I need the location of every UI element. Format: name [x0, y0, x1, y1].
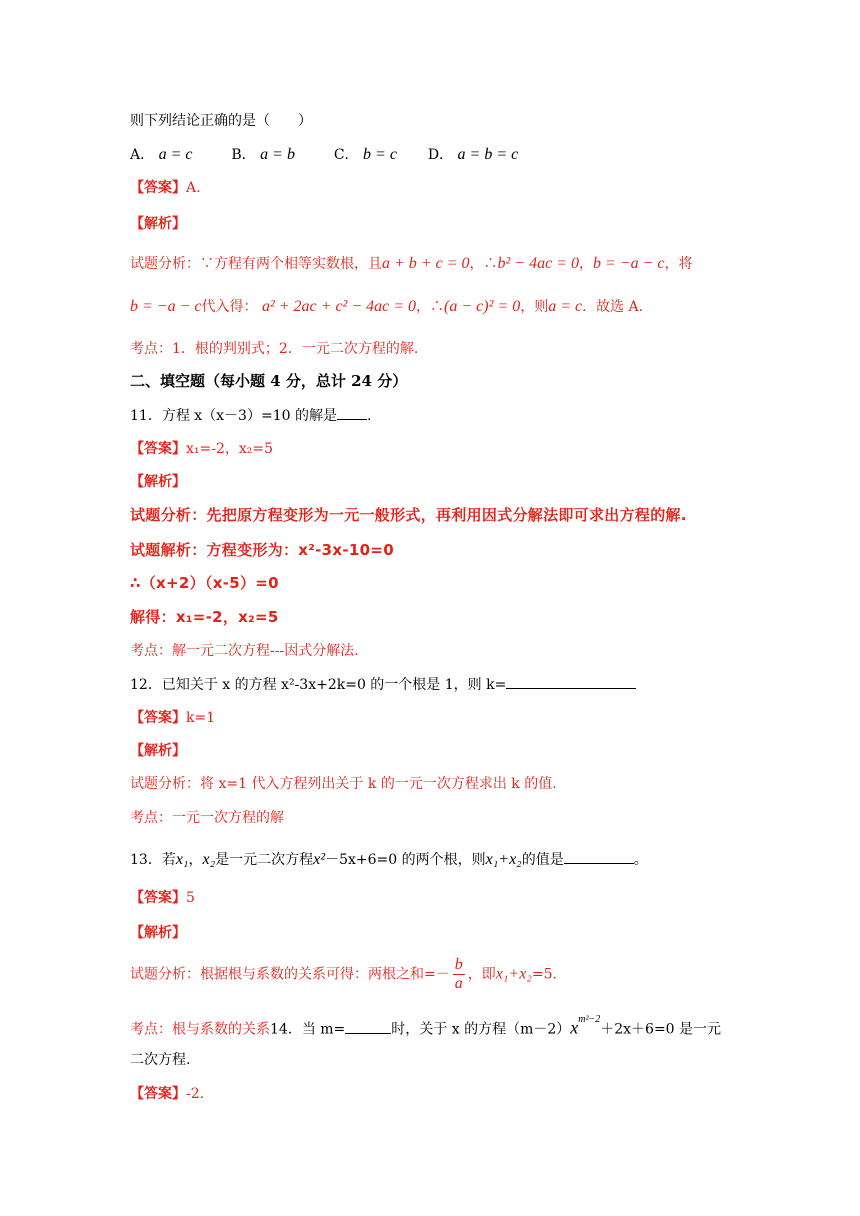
x1: x₁ [175, 851, 189, 868]
q11-answer [130, 439, 273, 459]
q12-answer [130, 708, 215, 728]
denominator: a [454, 975, 463, 992]
q10-analysis-line1 [130, 254, 693, 274]
equation: a + b + c = 0 [382, 255, 470, 272]
answer-blank [564, 849, 634, 864]
analysis-text: ，∴ [416, 299, 445, 315]
answer-label: 【答案】 [130, 710, 186, 726]
stem-text: . [366, 408, 372, 424]
analysis-text: ，则 [520, 299, 549, 315]
q10-kaodian: 考点：1．根的判别式；2．一元二次方程的解. [130, 341, 419, 357]
answer-value: -2. [186, 1086, 205, 1102]
equation: (a − c)² = 0 [444, 298, 521, 315]
analysis-text: =5. [531, 966, 557, 983]
q10-options [130, 145, 518, 165]
q11-kaodian: 考点：解一元二次方程---因式分解法. [130, 643, 359, 659]
q11-img-line2: 试题解析：方程变形为：x²-3x-10=0 [130, 541, 394, 559]
q13-stem [130, 849, 648, 870]
analysis-text: ， [579, 256, 593, 272]
q13-answer [130, 888, 195, 908]
q10-stem: 则下列结论正确的是（ ） [130, 113, 312, 129]
q11-img-line3: ∴（x+2）（x-5）=0 [130, 574, 279, 592]
answer-value: x₁=-2，x₂=5 [186, 441, 274, 457]
stem-text: 是一元二次方程 [215, 852, 314, 868]
analysis-text: 代入得： [201, 299, 258, 315]
stem-text: －5x+6=0 的两个根，则 [325, 852, 486, 868]
option-a: a = c [158, 146, 193, 163]
q14-answer [130, 1084, 204, 1104]
option-c: b = c [363, 146, 397, 163]
q13-kaodian: 考点：根与系数的关系 [130, 1021, 270, 1038]
equation: b = −a − c [130, 298, 202, 315]
answer-blank [506, 674, 636, 689]
stem-text: 的值是 [521, 852, 564, 868]
analysis-text: ，将 [664, 256, 693, 272]
option-d-label: D． [427, 147, 454, 163]
x-power: x [570, 1017, 579, 1038]
q12-stem [130, 674, 636, 695]
option-b: a = b [260, 146, 295, 163]
fraction-b-over-a [453, 956, 465, 993]
answer-value: 5 [186, 890, 195, 906]
sum: x₁+x₂ [495, 965, 532, 983]
x2: x₂ [202, 851, 216, 868]
answer-blank [345, 1019, 391, 1034]
sum: x₁+x₂ [485, 851, 522, 868]
q11-img-line1: 试题分析：先把原方程变形为一元一般形式，再利用因式分解法即可求出方程的解. [130, 506, 687, 524]
equation: a² + 2ac + c² − 4ac = 0 [261, 298, 417, 315]
stem-text: 14．当 m= [270, 1021, 346, 1038]
equation: a = c [548, 298, 583, 315]
section-title: 二、填空题（每小题 4 分，总计 24 分） [130, 372, 408, 390]
q13-analysis-label: 【解析】 [130, 925, 186, 941]
stem-text: 12．已知关于 x 的方程 x²-3x+2k=0 的一个根是 1，则 k= [130, 677, 507, 693]
answer-blank [337, 405, 367, 420]
analysis-text: ．故选 A. [582, 299, 644, 315]
option-b-label: B． [231, 147, 256, 163]
stem-text: ， [188, 852, 203, 868]
stem-text: 13．若 [130, 852, 176, 868]
q11-stem [130, 405, 371, 426]
analysis-text: ，即 [467, 966, 496, 983]
answer-value: A. [186, 180, 201, 196]
option-d: a = b = c [457, 146, 519, 163]
numerator: b [454, 956, 463, 973]
stem-text: 。 [633, 852, 648, 868]
q11-img-line4: 解得：x₁=-2，x₂=5 [130, 608, 279, 626]
analysis-text: ，∴ [469, 256, 498, 272]
equation: b² − 4ac = 0 [497, 255, 579, 272]
stem-text: 11．方程 x（x－3）=10 的解是 [130, 408, 337, 424]
analysis-text: 试题分析：∵方程有两个相等实数根，且 [130, 256, 382, 272]
q14-stem [130, 1016, 721, 1040]
answer-label: 【答案】 [130, 180, 186, 196]
q12-kaodian: 考点：一元一次方程的解 [130, 810, 284, 826]
equation: b = −a − c [593, 255, 665, 272]
option-a-label: A． [130, 147, 155, 163]
x-squared: x² [313, 851, 326, 868]
q11-analysis-label: 【解析】 [130, 474, 186, 490]
option-c-label: C． [333, 147, 359, 163]
analysis-text: 试题分析：根据根与系数的关系可得：两根之和=－ [130, 966, 450, 983]
q13-analysis [130, 956, 557, 993]
stem-text: 时，关于 x 的方程（m－2） [391, 1021, 571, 1038]
q12-analysis-label: 【解析】 [130, 743, 186, 759]
exponent: m²−2 [578, 1014, 601, 1025]
answer-label: 【答案】 [130, 1086, 186, 1102]
q10-analysis-label: 【解析】 [130, 216, 186, 232]
q12-analysis: 试题分析：将 x=1 代入方程列出关于 k 的一元一次方程求出 k 的值. [130, 776, 557, 792]
stem-text: ＋2x＋6=0 是一元 [600, 1021, 722, 1038]
q10-analysis-line2 [130, 297, 643, 317]
answer-label: 【答案】 [130, 441, 186, 457]
q10-answer [130, 178, 201, 198]
q14-stem-line2: 二次方程. [130, 1052, 191, 1068]
answer-label: 【答案】 [130, 890, 186, 906]
answer-value: k=1 [186, 710, 216, 726]
